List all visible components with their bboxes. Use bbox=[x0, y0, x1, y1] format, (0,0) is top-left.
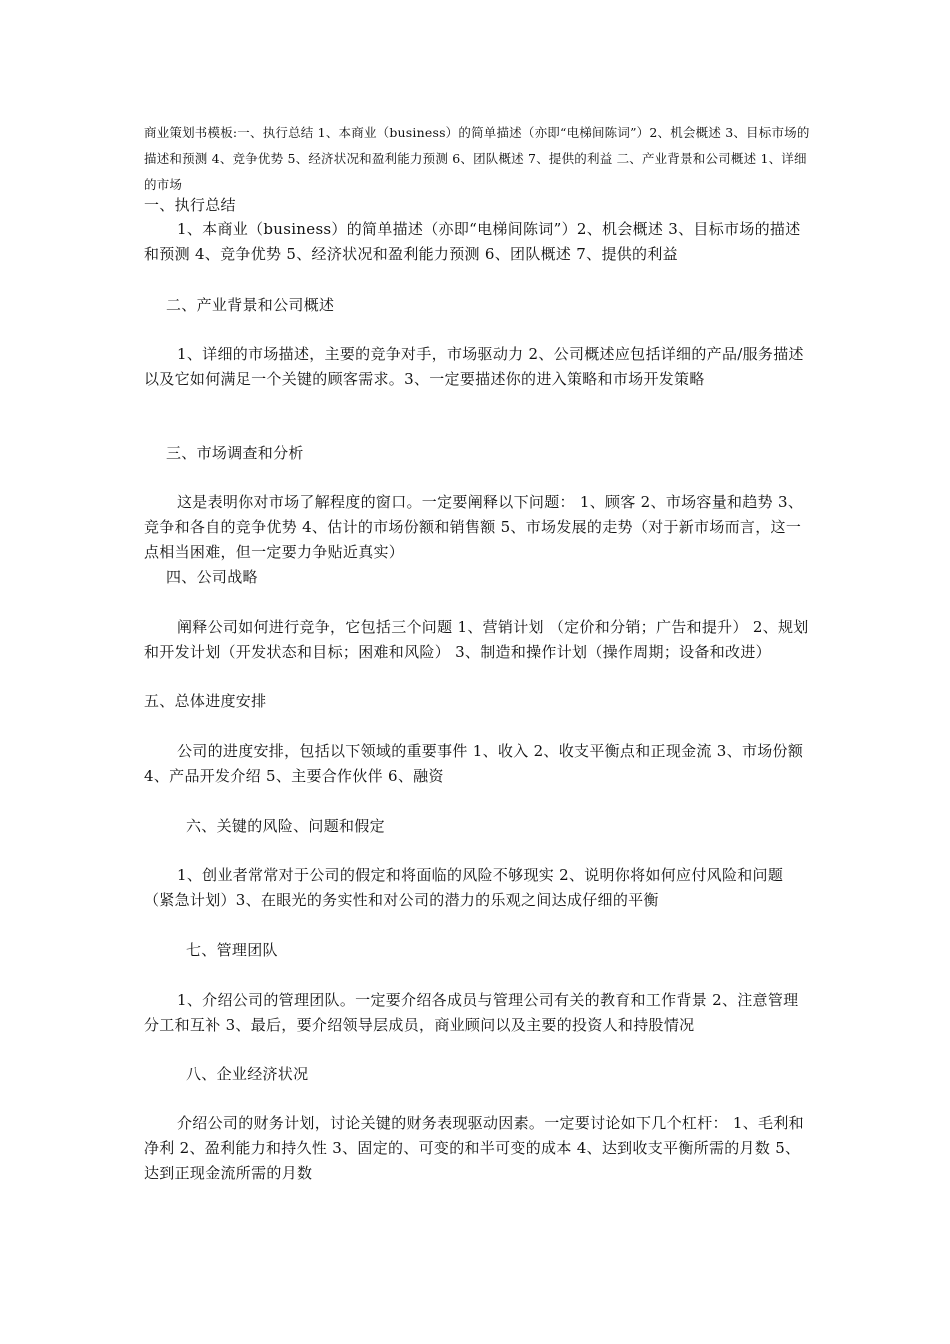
section-heading-7: 七、管理团队 bbox=[186, 941, 278, 959]
section-body-2: 1、详细的市场描述，主要的竞争对手，市场驱动力 2、公司概述应包括详细的产品/服务描述以及它如何满足一个关键的顾客需求。3、一定要描述你的进入策略和市场开发策略 bbox=[144, 345, 804, 388]
section-body-7: 1、介绍公司的管理团队。一定要介绍各成员与管理公司有关的教育和工作背景 2、注意管理分工和互补 3、最后，要介绍领导层成员，商业顾问以及主要的投资人和持股情况 bbox=[144, 991, 799, 1034]
section-body-5: 公司的进度安排，包括以下领域的重要事件 1、收入 2、收支平衡点和正现金流 3、市场份额 4、产品开发介绍 5、主要合作伙伴 6、融资 bbox=[144, 742, 804, 785]
section-body-4: 阐释公司如何进行竞争，它包括三个问题 1、营销计划 （定价和分销；广告和提升） 2、规划和开发计划（开发状态和目标；困难和风险） 3、制造和操作计划（操作周期；设备和改进） bbox=[144, 618, 809, 661]
section-body-1: 1、本商业（business）的简单描述（亦即“电梯间陈词”）2、机会概述 3、目标市场的描述和预测 4、竞争优势 5、经济状况和盈利能力预测 6、团队概述 7、提供的利益 bbox=[144, 220, 801, 263]
section-heading-1: 一、执行总结 bbox=[144, 196, 236, 214]
section-heading-6: 六、关键的风险、问题和假定 bbox=[186, 817, 385, 835]
section-body-3: 这是表明你对市场了解程度的窗口。一定要阐释以下问题： 1、顾客 2、市场容量和趋势 3、竞争和各自的竞争优势 4、估计的市场份额和销售额 5、市场发展的走势（对于新市场而言，这一点相当困难，但一定要力争贴近真实） bbox=[144, 493, 804, 561]
section-heading-3: 三、市场调查和分析 bbox=[166, 444, 304, 462]
section-body-8: 介绍公司的财务计划，讨论关键的财务表现驱动因素。一定要讨论如下几个杠杆： 1、毛利和净利 2、盈利能力和持久性 3、固定的、可变的和半可变的成本 4、达到收支平衡所需的月数 5、达到正现金流所需的月数 bbox=[144, 1114, 804, 1182]
section-heading-4: 四、公司战略 bbox=[166, 568, 258, 586]
section-heading-2: 二、产业背景和公司概述 bbox=[166, 296, 335, 314]
section-heading-5: 五、总体进度安排 bbox=[144, 692, 267, 710]
section-heading-8: 八、企业经济状况 bbox=[186, 1065, 309, 1083]
section-body-6: 1、创业者常常对于公司的假定和将面临的风险不够现实 2、说明你将如何应付风险和问题（紧急计划）3、在眼光的务实性和对公司的潜力的乐观之间达成仔细的平衡 bbox=[144, 866, 784, 909]
intro-summary: 商业策划书模板:一、执行总结 1、本商业（business）的简单描述（亦即“电梯间陈词”）2、机会概述 3、目标市场的描述和预测 4、竞争优势 5、经济状况和盈利能力预测 6、团队概述 7、提供的利益 二、产业背景和公司概述 1、详细的市场 bbox=[144, 125, 810, 192]
